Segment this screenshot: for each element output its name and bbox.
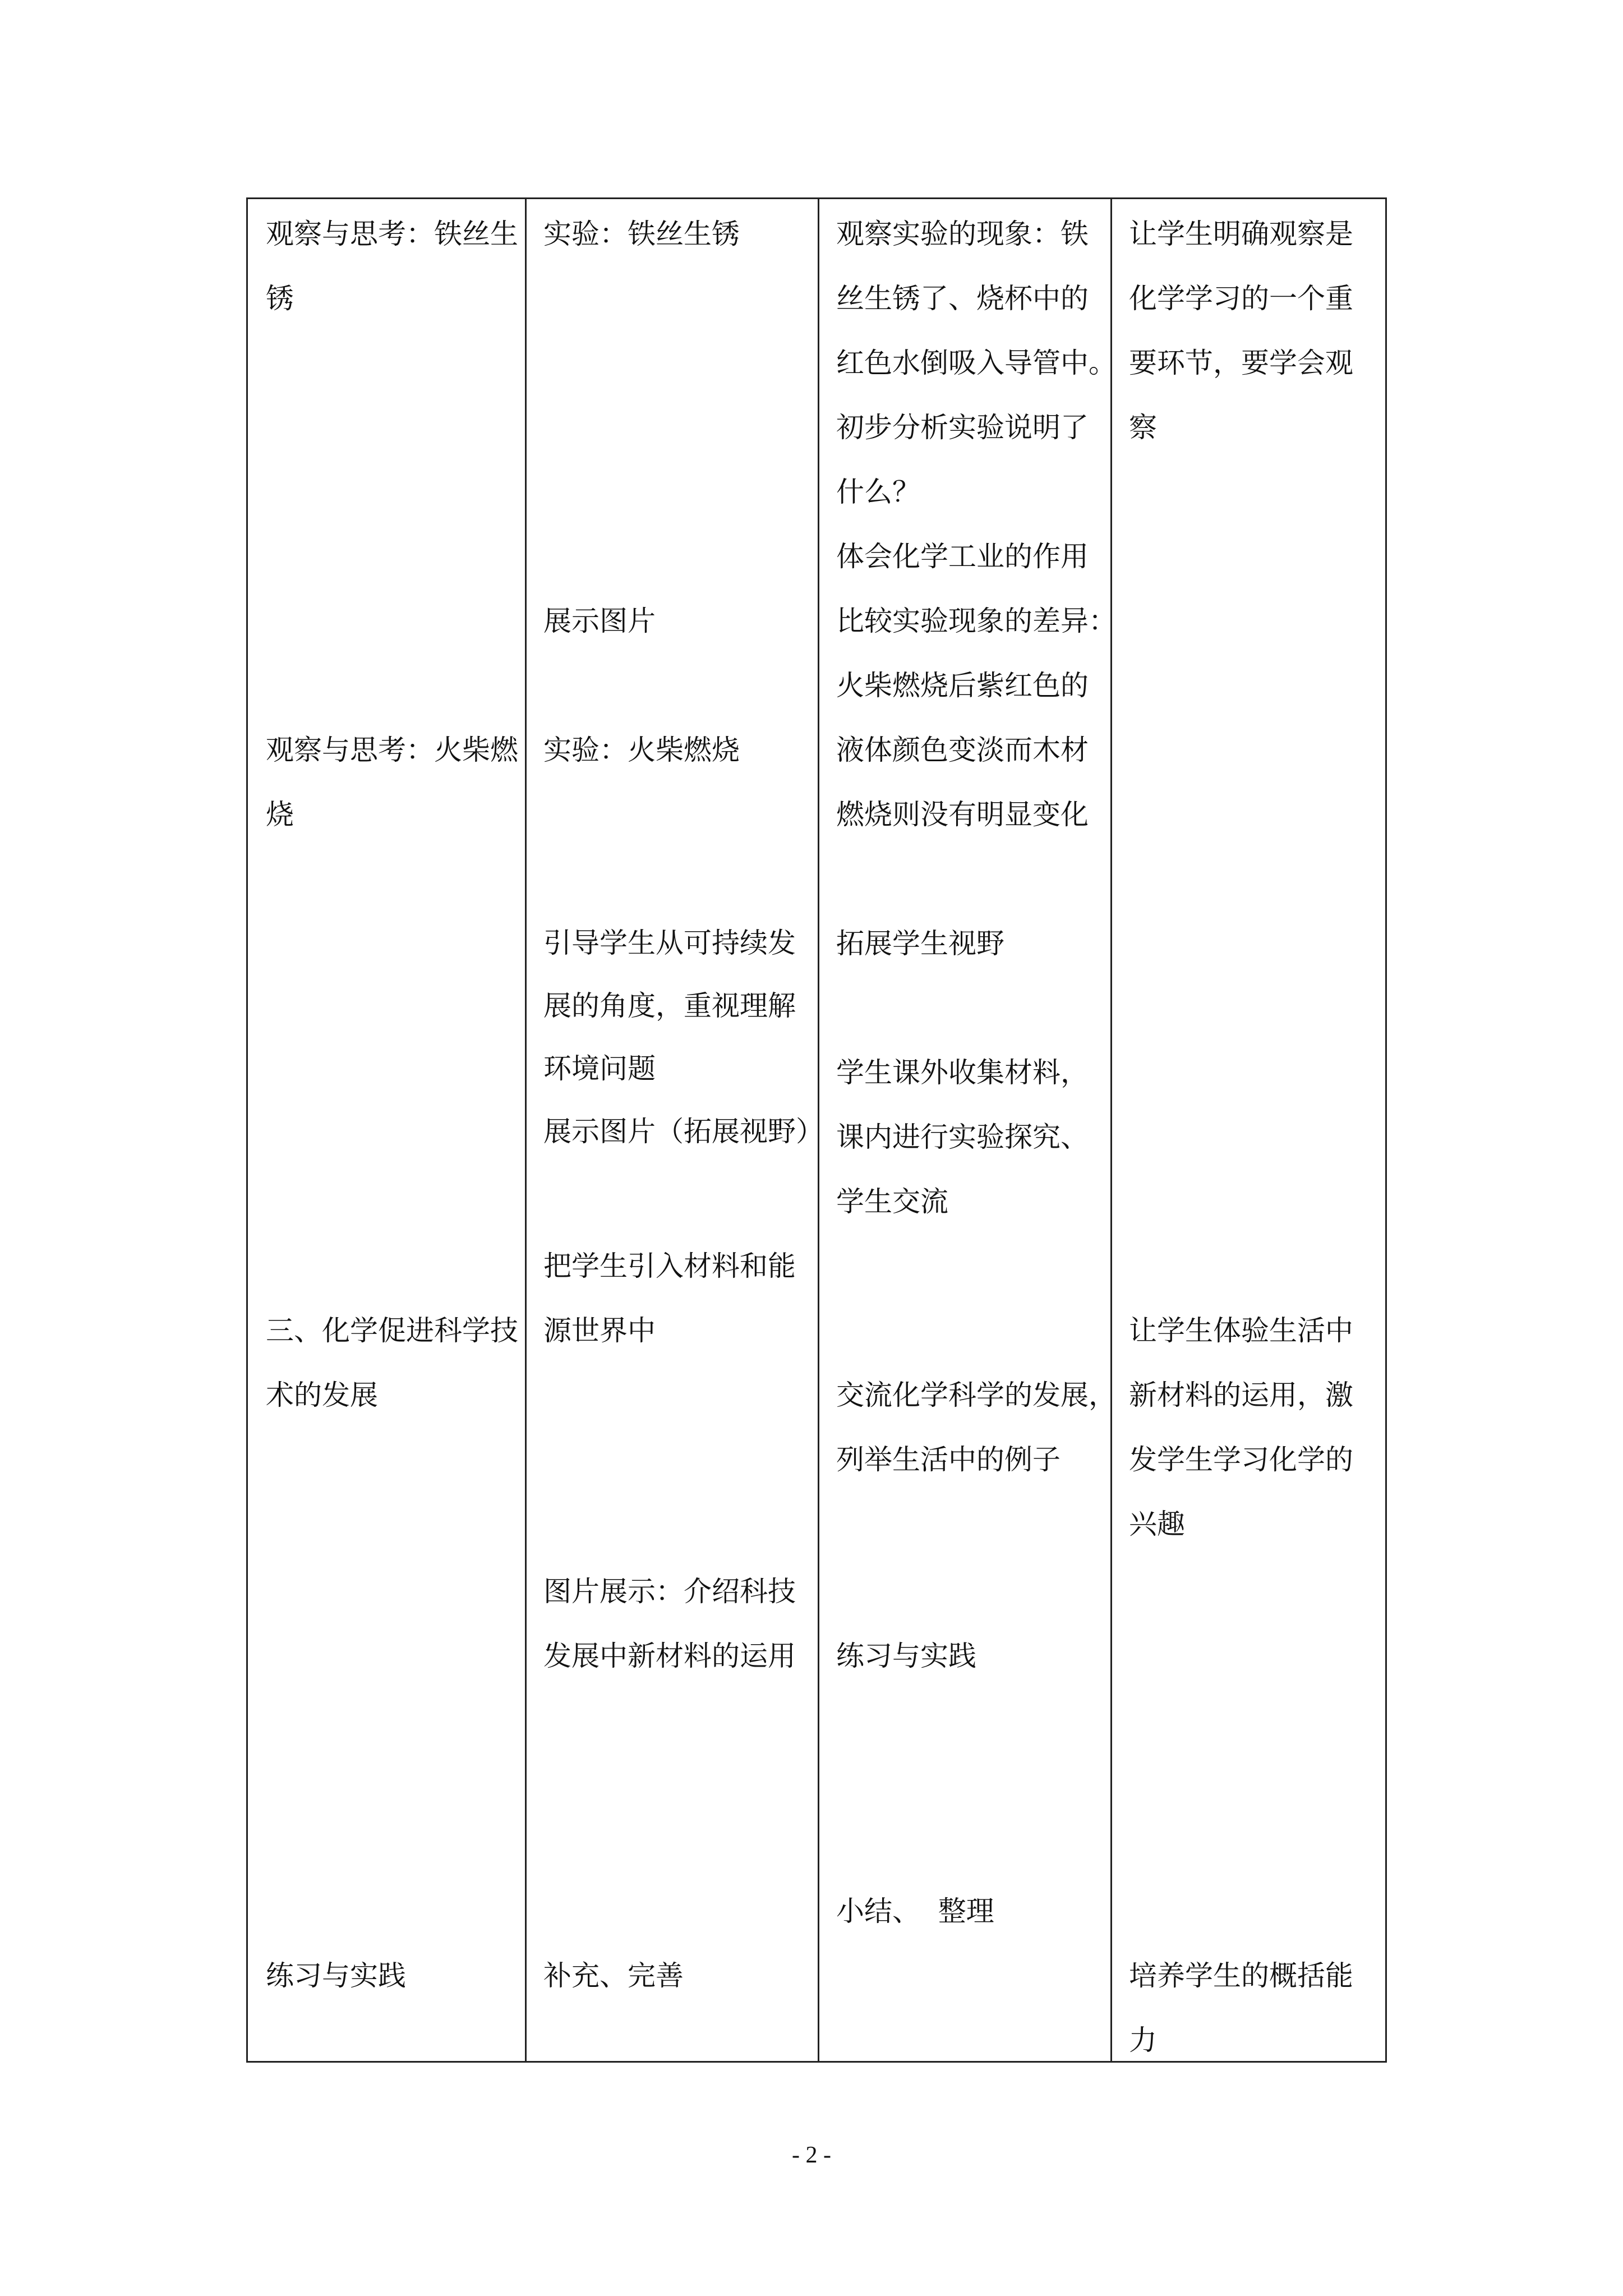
teacher-show-pictures: 展示图片 bbox=[543, 605, 656, 637]
intent-summarize: 培养学生的概括能 力 bbox=[1129, 1959, 1353, 2056]
content-cell-tech: 三、化学促进科学技 术的发展 bbox=[266, 1314, 518, 1411]
teacher-supplement: 补充、完善 bbox=[543, 1959, 684, 1992]
lesson-plan-table bbox=[246, 197, 1387, 2063]
page-number: - 2 - bbox=[792, 2142, 831, 2168]
teacher-experiment-match: 实验：火柴燃烧 bbox=[543, 734, 740, 766]
student-practice: 练习与实践 bbox=[836, 1640, 976, 1672]
teacher-experiment-rust: 实验：铁丝生锈 bbox=[543, 218, 740, 250]
teacher-guide: 引导学生从可持续发 展的角度，重视理解 环境问题 展示图片（拓展视野） bbox=[543, 927, 824, 1148]
intent-observe: 让学生明确观察是 化学学习的一个重 要环节，要学会观 察 bbox=[1129, 218, 1353, 444]
content-cell-match: 观察与思考：火柴燃 烧 bbox=[266, 734, 518, 831]
intent-experience: 让学生体验生活中 新材料的运用，激 发学生学习化学的 兴趣 bbox=[1129, 1314, 1353, 1540]
student-summary: 小结、 整理 bbox=[836, 1895, 994, 1927]
teacher-picture-display: 图片展示：介绍科技 发展中新材料的运用 bbox=[543, 1575, 796, 1672]
teacher-introduce: 把学生引入材料和能 源世界中 bbox=[543, 1250, 796, 1347]
student-expand: 拓展学生视野 bbox=[836, 927, 1004, 960]
student-observe-rust: 观察实验的现象：铁 丝生锈了、烧杯中的 红色水倒吸入导管中。 初步分析实验说明了 什么？ 体会化学工业的作用 比较实验现象的差异： 火柴燃烧后紫红色的 液体颜色变淡而木材 燃烧则没有明显变化 bbox=[836, 218, 1117, 831]
content-cell-practice: 练习与实践 bbox=[266, 1959, 406, 1992]
column-divider bbox=[525, 199, 527, 2061]
content-cell-rust: 观察与思考：铁丝生 锈 bbox=[266, 218, 518, 315]
student-collect: 学生课外收集材料， 课内进行实验探究、 学生交流 bbox=[836, 1056, 1089, 1218]
student-exchange: 交流化学科学的发展， 列举生活中的例子 bbox=[836, 1379, 1117, 1476]
